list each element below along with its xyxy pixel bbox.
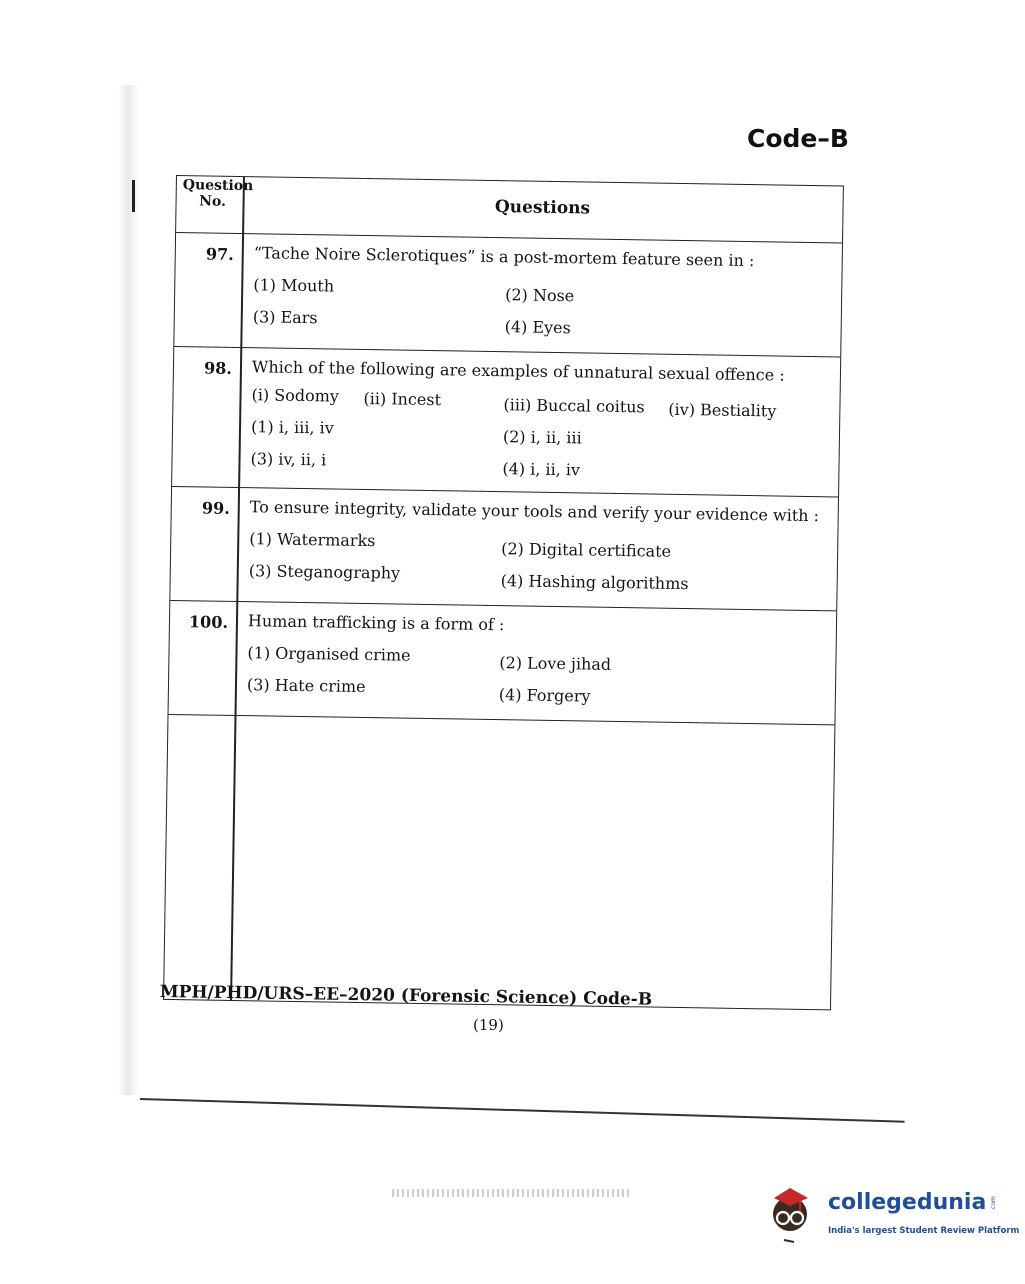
brand-com: .com bbox=[989, 1196, 997, 1211]
option-3: (3) Ears bbox=[252, 307, 318, 328]
question-number: 100. bbox=[188, 612, 229, 632]
question-text: To ensure integrity, validate your tools and verify your evidence with : bbox=[249, 497, 820, 526]
question-text: Which of the following are examples of unnatural sexual offence : bbox=[251, 357, 785, 385]
question-table bbox=[163, 175, 844, 1010]
header-question-no bbox=[182, 177, 254, 210]
code-label: Code–B bbox=[747, 124, 849, 153]
question-row-98 bbox=[172, 346, 840, 497]
header-no-line1: Question bbox=[182, 177, 254, 195]
option-4: (4) Eyes bbox=[504, 317, 571, 338]
option-1: (1) Mouth bbox=[253, 275, 335, 296]
option-2: (2) Nose bbox=[505, 285, 575, 306]
header-questions: Questions bbox=[494, 197, 591, 219]
option-1: (1) Watermarks bbox=[249, 529, 376, 551]
question-text: Human trafficking is a form of : bbox=[247, 611, 505, 635]
question-number: 97. bbox=[205, 244, 234, 264]
question-row-99 bbox=[170, 486, 838, 611]
page-edge-line bbox=[140, 1098, 905, 1123]
brand-name: collegedunia bbox=[828, 1190, 987, 1215]
statement-ii: (ii) Incest bbox=[363, 388, 442, 410]
option-4: (4) i, ii, iv bbox=[502, 459, 581, 480]
option-3: (3) Hate crime bbox=[246, 675, 366, 697]
statement-iii: (iii) Buccal coitus bbox=[503, 395, 645, 417]
exam-footer: MPH/PHD/URS–EE–2020 (Forensic Science) Code-B bbox=[159, 982, 653, 1010]
margin-mark bbox=[132, 180, 135, 212]
option-2: (2) Digital certificate bbox=[501, 539, 672, 561]
option-2: (2) Love jihad bbox=[499, 653, 612, 674]
empty-row bbox=[164, 714, 834, 1009]
question-row-97 bbox=[174, 232, 842, 357]
header-no-line2: No. bbox=[199, 193, 227, 210]
statement-iv: (iv) Bestiality bbox=[668, 399, 777, 421]
scan-noise bbox=[392, 1189, 632, 1197]
option-2: (2) i, ii, iii bbox=[502, 427, 582, 448]
option-4: (4) Hashing algorithms bbox=[500, 571, 689, 594]
question-number: 99. bbox=[201, 498, 230, 518]
question-text: “Tache Noire Sclerotiques” is a post-mortem feature seen in : bbox=[253, 243, 755, 271]
option-3: (3) Steganography bbox=[248, 561, 401, 583]
option-3: (3) iv, ii, i bbox=[250, 449, 327, 470]
option-1: (1) i, iii, iv bbox=[250, 417, 334, 438]
brand-tagline: India's largest Student Review Platform bbox=[828, 1226, 1020, 1236]
statement-i: (i) Sodomy bbox=[251, 385, 340, 406]
scan-shadow bbox=[118, 85, 140, 1095]
question-row-100 bbox=[169, 600, 837, 725]
option-4: (4) Forgery bbox=[498, 685, 591, 706]
question-number: 98. bbox=[203, 358, 233, 378]
option-1: (1) Organised crime bbox=[247, 643, 411, 665]
page-number: (19) bbox=[473, 1016, 504, 1034]
